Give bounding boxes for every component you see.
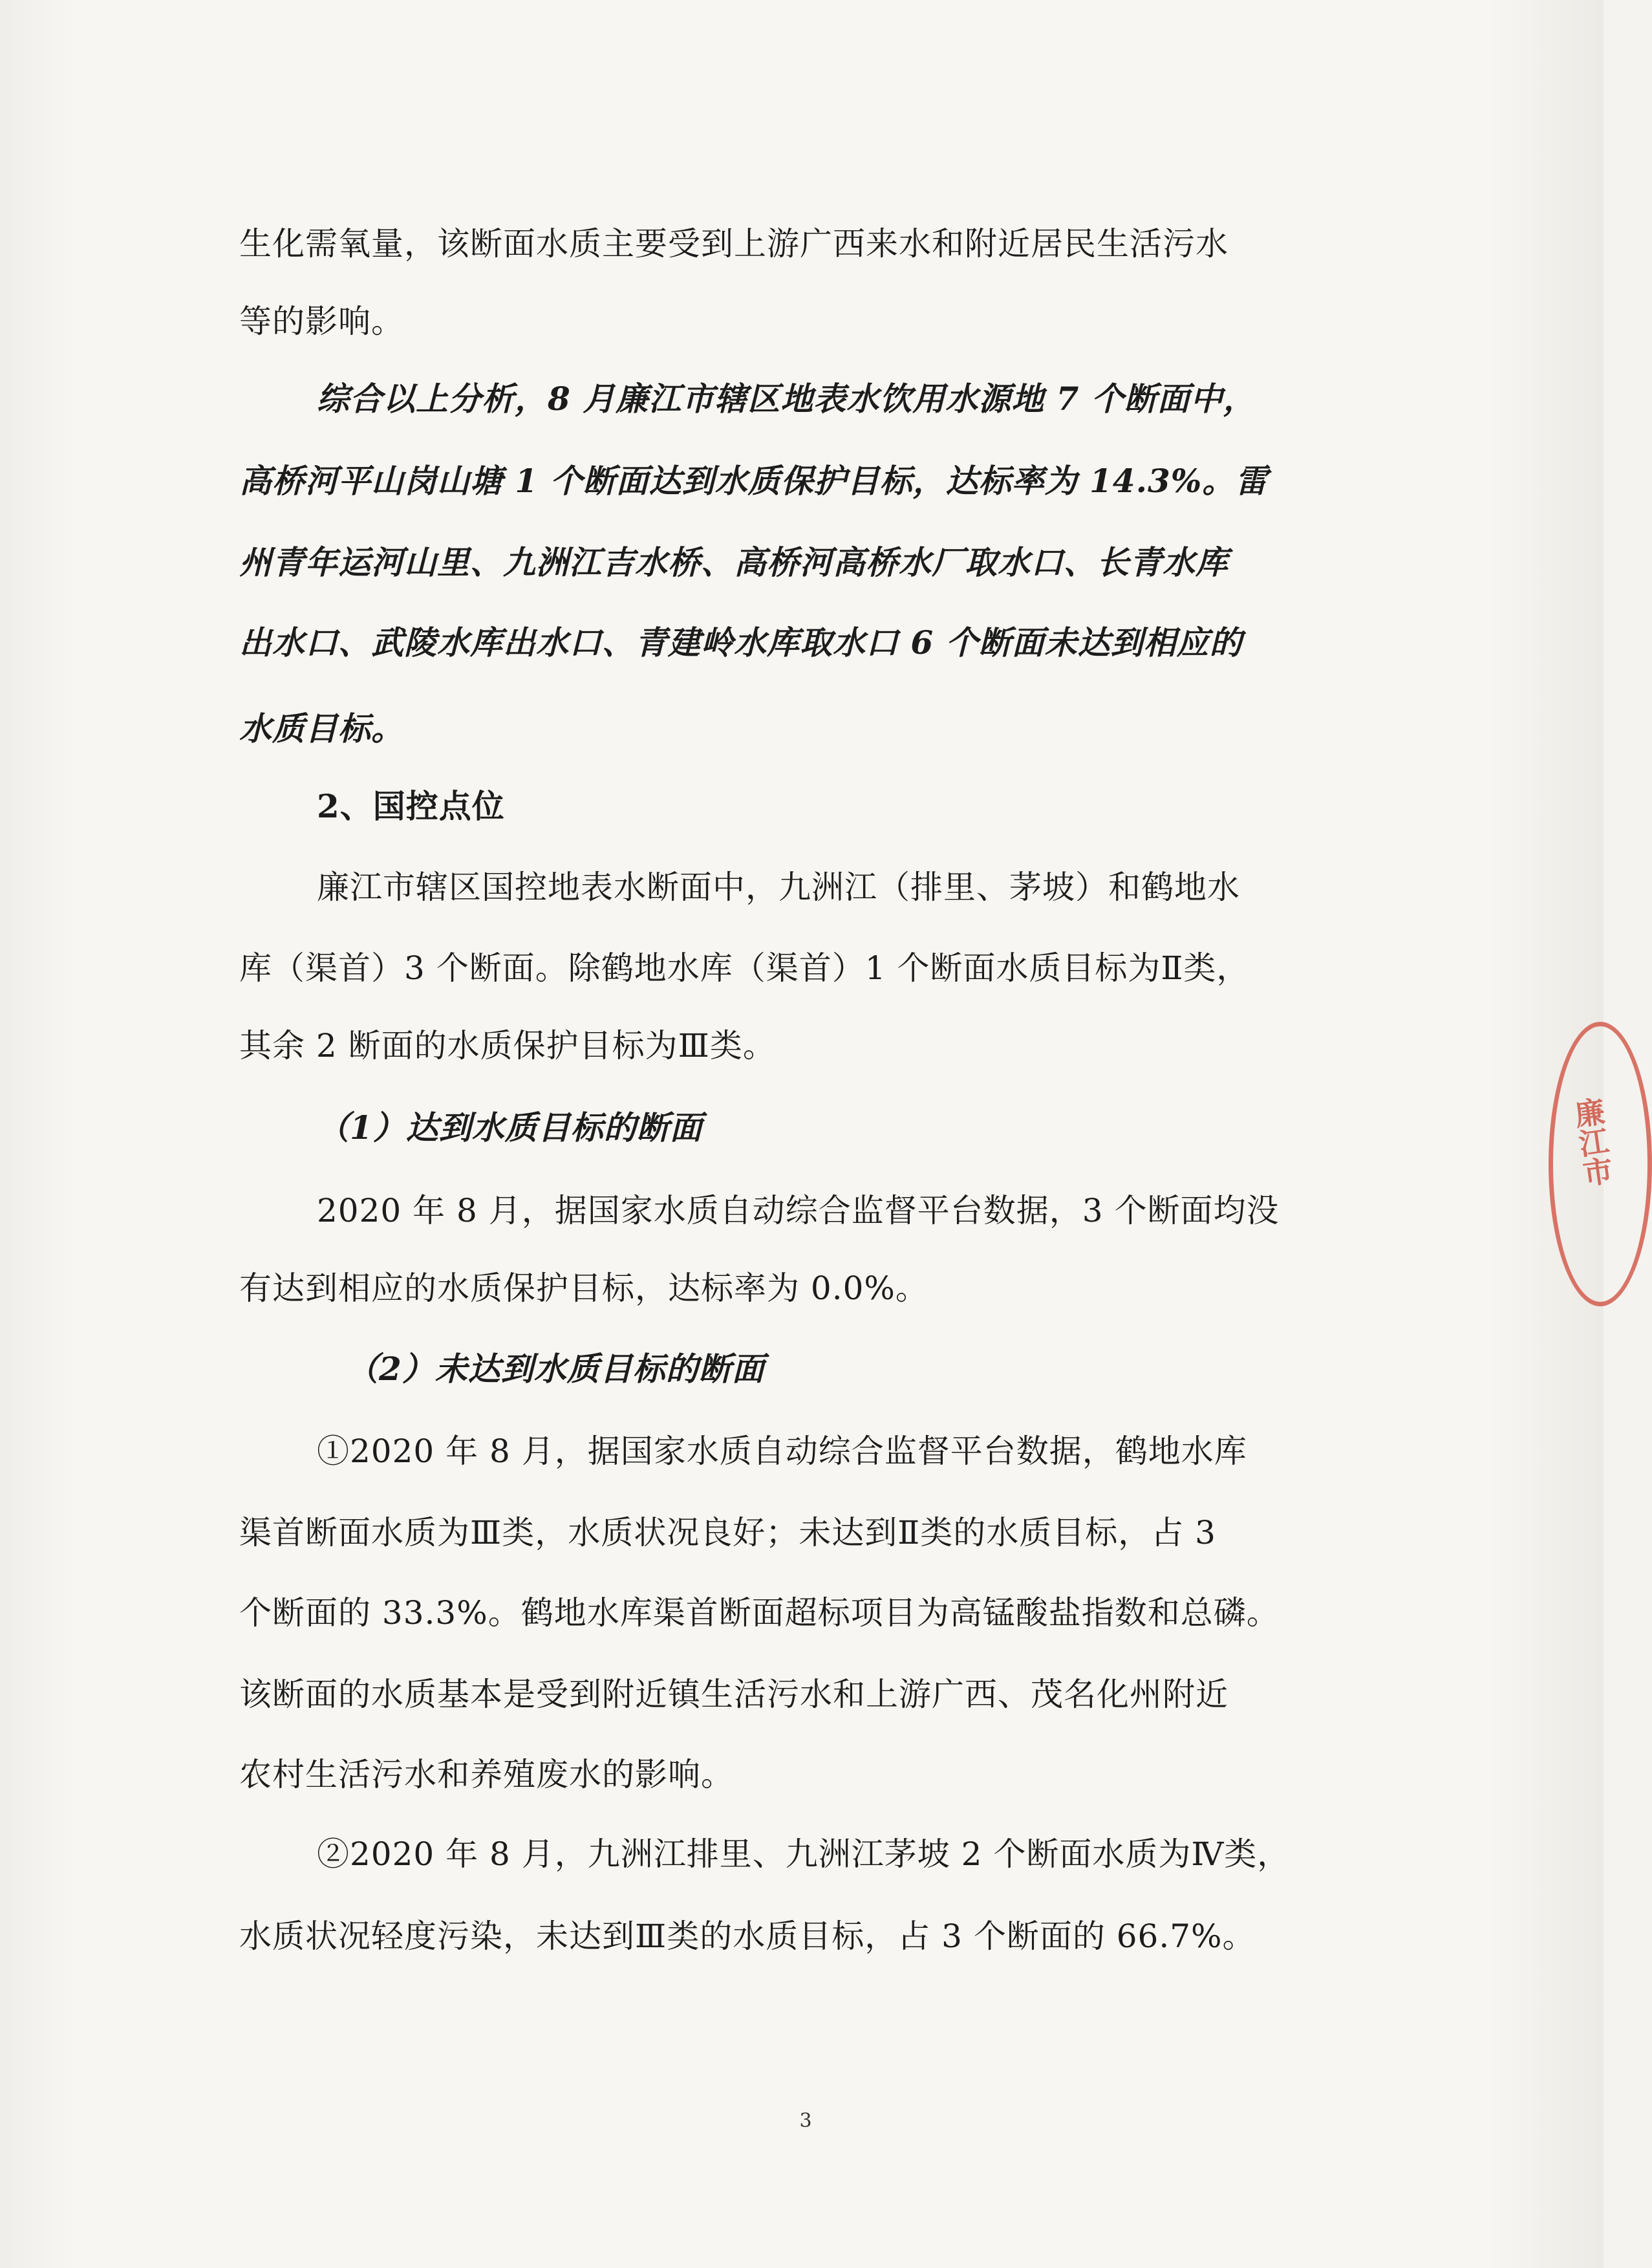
summary-line: 高桥河平山岗山塘 1 个断面达到水质保护目标，达标率为 14.3%。雷 bbox=[239, 462, 1269, 500]
paragraph-line: 2020 年 8 月，据国家水质自动综合监督平台数据，3 个断面均没 bbox=[317, 1192, 1280, 1229]
paragraph-line: 有达到相应的水质保护目标，达标率为 0.0%。 bbox=[239, 1269, 928, 1307]
summary-line: 出水口、武陵水库出水口、青建岭水库取水口 6 个断面未达到相应的 bbox=[239, 623, 1243, 662]
paragraph-line: 该断面的水质基本是受到附近镇生活污水和上游广西、茂名化州附近 bbox=[239, 1676, 1228, 1713]
sub-heading: （1）达到水质目标的断面 bbox=[317, 1108, 703, 1147]
paragraph-line: ①2020 年 8 月，据国家水质自动综合监督平台数据，鹤地水库 bbox=[317, 1432, 1247, 1470]
summary-line: 州青年运河山里、九洲江吉水桥、高桥河高桥水厂取水口、长青水库 bbox=[239, 543, 1228, 581]
paragraph-line: 渠首断面水质为Ⅲ类，水质状况良好；未达到Ⅱ类的水质目标，占 3 bbox=[239, 1514, 1216, 1551]
paragraph-line: 其余 2 断面的水质保护目标为Ⅲ类。 bbox=[239, 1027, 776, 1064]
summary-line: 综合以上分析，8 月廉江市辖区地表水饮用水源地 7 个断面中， bbox=[317, 380, 1256, 418]
paragraph-line: 水质状况轻度污染，未达到Ⅲ类的水质目标，占 3 个断面的 66.7%。 bbox=[239, 1917, 1256, 1955]
summary-line: 水质目标。 bbox=[239, 709, 404, 748]
section-heading: 2、国控点位 bbox=[317, 787, 505, 825]
page-number: 3 bbox=[799, 2110, 812, 2132]
paragraph-line: 库（渠首）3 个断面。除鹤地水库（渠首）1 个断面水质目标为Ⅱ类， bbox=[239, 949, 1250, 987]
paragraph-line: 个断面的 33.3%。鹤地水库渠首断面超标项目为高锰酸盐指数和总磷。 bbox=[239, 1594, 1280, 1632]
paragraph-line: ②2020 年 8 月，九洲江排里、九洲江茅坡 2 个断面水质为Ⅳ类， bbox=[317, 1835, 1291, 1873]
paragraph-line: 等的影响。 bbox=[239, 303, 404, 340]
paragraph-line: 农村生活污水和养殖废水的影响。 bbox=[239, 1756, 734, 1793]
sub-heading: （2）未达到水质目标的断面 bbox=[346, 1350, 765, 1388]
official-seal bbox=[1549, 1022, 1652, 1306]
paragraph-line: 生化需氧量，该断面水质主要受到上游广西来水和附近居民生活污水 bbox=[239, 225, 1228, 263]
seal-text: 廉江市 bbox=[1568, 1095, 1616, 1189]
paragraph-line: 廉江市辖区国控地表水断面中，九洲江（排里、茅坡）和鹤地水 bbox=[317, 869, 1240, 906]
